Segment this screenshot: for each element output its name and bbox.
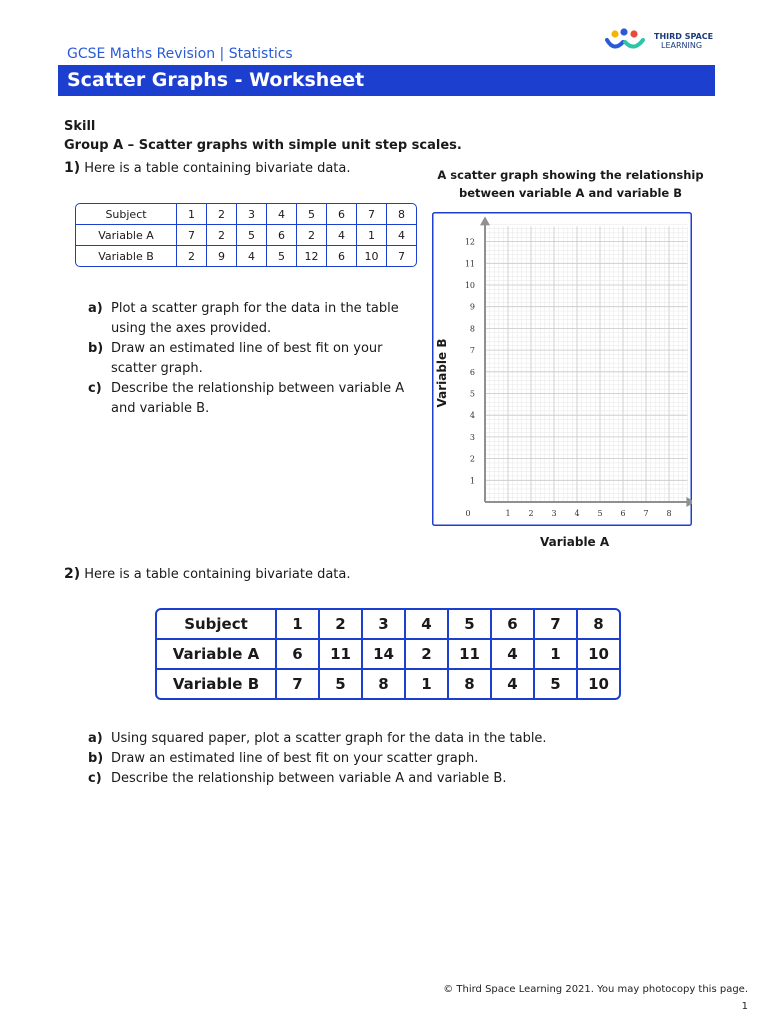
table-cell: 4 bbox=[237, 246, 267, 266]
table-cell: 8 bbox=[387, 204, 416, 225]
group-label: Group A – Scatter graphs with simple unit step scales. bbox=[64, 138, 462, 153]
table-cell: 10 bbox=[357, 246, 387, 266]
part-label: b) bbox=[88, 341, 104, 356]
table-cell: 5 bbox=[449, 610, 492, 640]
table-cell: 7 bbox=[398, 249, 405, 263]
question-2-table bbox=[155, 608, 621, 700]
y-tick-label: 3 bbox=[469, 432, 475, 442]
part-text: Plot a scatter graph for the data in the table using the axes provided. bbox=[111, 301, 399, 336]
question-2-intro bbox=[64, 566, 351, 582]
list-item bbox=[88, 749, 608, 769]
copyright-footer: © Third Space Learning 2021. You may photocopy this page. bbox=[443, 984, 748, 995]
third-space-learning-logo bbox=[604, 28, 724, 54]
table-cell: 7 bbox=[277, 670, 320, 698]
x-tick-label: 2 bbox=[528, 509, 534, 518]
table-cell: 5 bbox=[237, 225, 267, 246]
y-axis-label: Variable B bbox=[435, 338, 449, 408]
table-cell: 5 bbox=[320, 670, 363, 698]
table-cell: 11 bbox=[320, 640, 363, 670]
y-tick-label: 11 bbox=[464, 259, 475, 269]
table-cell: 3 bbox=[237, 204, 267, 225]
table-cell: Variable A bbox=[157, 640, 277, 670]
y-tick-label: 7 bbox=[469, 346, 475, 356]
table-cell: 14 bbox=[363, 640, 406, 670]
part-label: b) bbox=[88, 751, 104, 766]
table-cell: 9 bbox=[207, 246, 237, 266]
table-cell: 6 bbox=[492, 610, 535, 640]
list-item bbox=[88, 769, 608, 789]
table-row bbox=[157, 670, 619, 698]
chart-title-line2: between variable A and variable B bbox=[458, 186, 682, 200]
logo-mark-icon bbox=[604, 28, 652, 54]
table-cell: 8 bbox=[449, 670, 492, 698]
part-text: Describe the relationship between variable A and variable B. bbox=[111, 381, 405, 416]
table-cell: 7 bbox=[357, 204, 387, 225]
x-tick-label: 4 bbox=[574, 509, 580, 518]
table-cell: 3 bbox=[363, 610, 406, 640]
list-item bbox=[88, 729, 608, 749]
table-cell: 2 bbox=[177, 246, 207, 266]
table-cell: 7 bbox=[177, 225, 207, 246]
y-tick-label: 8 bbox=[469, 324, 475, 334]
table-cell: 2 bbox=[320, 610, 363, 640]
y-tick-label: 9 bbox=[469, 302, 475, 312]
x-axis-label: Variable A bbox=[540, 535, 610, 549]
chart-title bbox=[428, 166, 713, 202]
part-label: c) bbox=[88, 771, 102, 786]
worksheet-subtitle: GCSE Maths Revision | Statistics bbox=[67, 46, 293, 62]
x-tick-label: 3 bbox=[551, 509, 557, 518]
origin-label: 0 bbox=[465, 509, 471, 518]
table-cell: 11 bbox=[449, 640, 492, 670]
table-cell: 4 bbox=[327, 225, 357, 246]
table-cell: 10 bbox=[588, 675, 609, 693]
part-text: Draw an estimated line of best fit on your scatter graph. bbox=[111, 751, 479, 766]
logo-line1: THIRD SPACE bbox=[654, 32, 714, 41]
table-row bbox=[76, 225, 416, 246]
y-tick-label: 4 bbox=[469, 411, 475, 421]
table-cell: 6 bbox=[277, 640, 320, 670]
chart-title-line1: A scatter graph showing the relationship bbox=[437, 168, 704, 182]
list-item bbox=[88, 299, 423, 339]
table-cell: 5 bbox=[267, 246, 297, 266]
question-1-text: Here is a table containing bivariate data. bbox=[84, 161, 351, 176]
question-2-text: Here is a table containing bivariate data. bbox=[84, 567, 351, 582]
table-cell: 2 bbox=[297, 225, 327, 246]
table-cell: 1 bbox=[277, 610, 320, 640]
table-cell: 1 bbox=[535, 640, 578, 670]
table-header-row bbox=[157, 610, 619, 640]
scatter-chart bbox=[432, 212, 692, 526]
part-label: a) bbox=[88, 301, 103, 316]
part-text: Using squared paper, plot a scatter graph for the data in the table. bbox=[111, 731, 547, 746]
table-cell: 6 bbox=[327, 246, 357, 266]
table-cell: 1 bbox=[177, 204, 207, 225]
y-tick-label: 12 bbox=[464, 237, 475, 247]
table-cell: 6 bbox=[267, 225, 297, 246]
part-label: c) bbox=[88, 381, 102, 396]
x-tick-label: 6 bbox=[620, 509, 626, 518]
x-tick-label: 1 bbox=[505, 509, 511, 518]
table-row bbox=[76, 246, 416, 266]
table-cell: 4 bbox=[267, 204, 297, 225]
table-cell: Variable B bbox=[76, 246, 177, 266]
question-2-parts bbox=[88, 729, 608, 789]
question-1-table bbox=[75, 203, 417, 267]
table-cell: 4 bbox=[492, 670, 535, 698]
table-cell: Subject bbox=[76, 204, 177, 225]
title-banner bbox=[58, 65, 715, 96]
table-cell: 6 bbox=[327, 204, 357, 225]
logo-text bbox=[654, 32, 713, 50]
table-cell: 12 bbox=[297, 246, 327, 266]
x-tick-label: 5 bbox=[597, 509, 603, 518]
list-item bbox=[88, 379, 423, 419]
table-cell: 8 bbox=[363, 670, 406, 698]
table-cell: 4 bbox=[387, 225, 416, 246]
page-number: 1 bbox=[741, 1001, 748, 1012]
table-cell: Variable A bbox=[76, 225, 177, 246]
part-label: a) bbox=[88, 731, 103, 746]
table-cell: 2 bbox=[406, 640, 449, 670]
table-cell: 2 bbox=[207, 204, 237, 225]
x-tick-label: 8 bbox=[666, 509, 672, 518]
table-cell: 8 bbox=[578, 610, 619, 640]
question-1-intro bbox=[64, 160, 351, 176]
table-header-row bbox=[76, 204, 416, 225]
list-item bbox=[88, 339, 423, 379]
skill-label: Skill bbox=[64, 119, 96, 134]
part-text: Draw an estimated line of best fit on your scatter graph. bbox=[111, 341, 383, 376]
table-row bbox=[157, 640, 619, 670]
y-tick-label: 5 bbox=[469, 389, 475, 399]
logo-line2: LEARNING bbox=[661, 41, 703, 50]
question-2-number: 2) bbox=[64, 566, 81, 582]
table-cell: 1 bbox=[357, 225, 387, 246]
y-tick-label: 10 bbox=[464, 281, 475, 290]
table-cell: 7 bbox=[535, 610, 578, 640]
x-tick-label: 7 bbox=[643, 509, 649, 518]
y-tick-label: 6 bbox=[469, 367, 475, 377]
question-1-parts bbox=[88, 299, 423, 419]
table-cell: 5 bbox=[297, 204, 327, 225]
table-cell: Variable B bbox=[157, 670, 277, 698]
table-cell: 1 bbox=[406, 670, 449, 698]
table-cell: 2 bbox=[207, 225, 237, 246]
y-tick-label: 1 bbox=[469, 476, 475, 486]
table-cell: Subject bbox=[157, 610, 277, 640]
table-cell: 10 bbox=[578, 640, 619, 670]
y-tick-label: 2 bbox=[469, 454, 475, 464]
page-title: Scatter Graphs - Worksheet bbox=[67, 69, 365, 91]
table-cell: 4 bbox=[492, 640, 535, 670]
table-cell: 5 bbox=[535, 670, 578, 698]
table-cell: 4 bbox=[406, 610, 449, 640]
part-text: Describe the relationship between variable A and variable B. bbox=[111, 771, 507, 786]
question-1-number: 1) bbox=[64, 160, 81, 176]
